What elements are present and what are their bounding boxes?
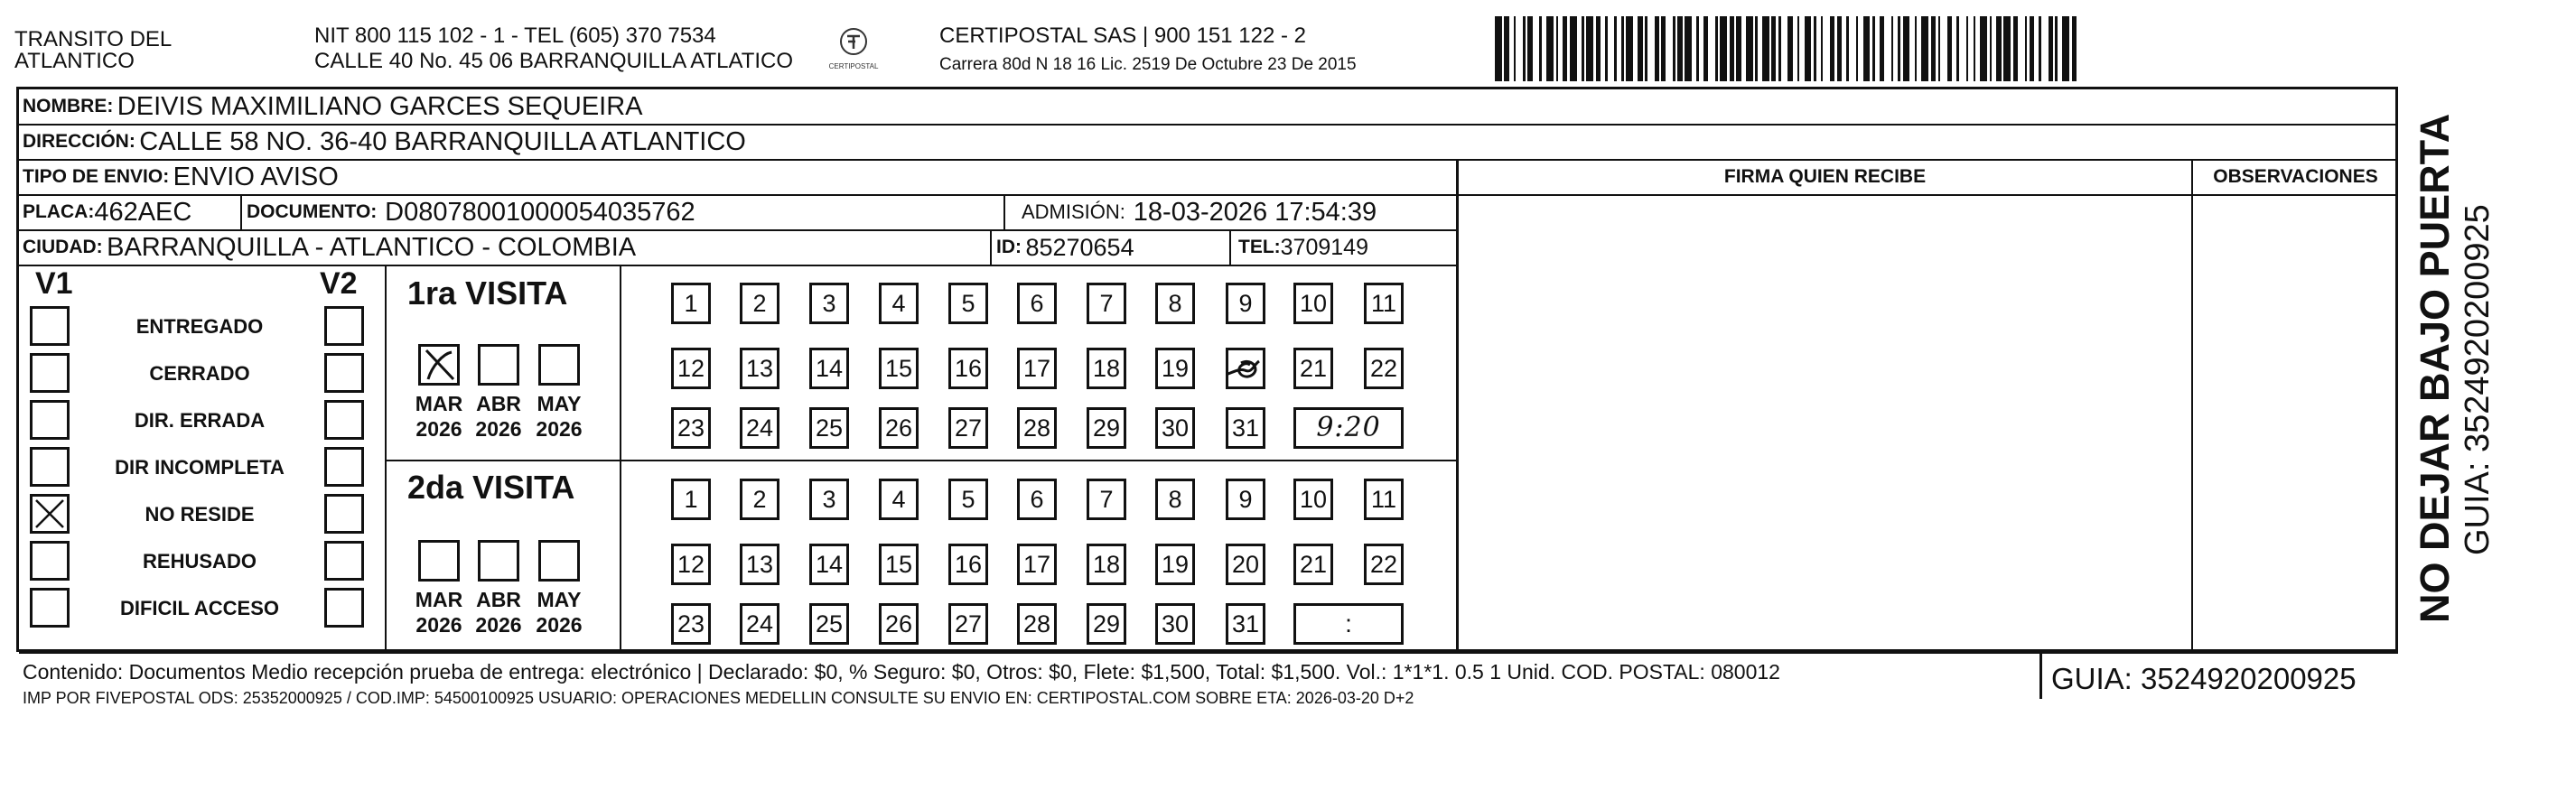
placa-label: PLACA: [23,201,95,222]
day-box[interactable]: 9 [1226,283,1265,324]
day-box[interactable]: 21 [1293,348,1333,389]
org-contact [314,23,793,74]
day-box[interactable]: 25 [809,407,849,449]
org-name-line2: ATLANTICO [14,49,135,73]
v1-checkbox-no-reside[interactable] [30,494,70,534]
month-label: ABR [476,588,521,611]
day-box[interactable] [1226,348,1265,389]
day-box[interactable]: 6 [1017,479,1057,520]
year-label: 2026 [536,613,583,637]
v2-checkbox-cerrado[interactable] [324,353,364,393]
day-box[interactable]: 23 [671,407,711,449]
company-license: Carrera 80d N 18 16 Lic. 2519 De Octubre 23 De 2015 [939,55,1357,74]
day-box[interactable]: 7 [1087,479,1126,520]
first-visit-month-abr-checkbox[interactable] [478,344,519,386]
day-box[interactable]: 18 [1087,348,1126,389]
day-box[interactable]: 14 [809,348,849,389]
month-year-label [409,391,469,442]
direccion-label: DIRECCIÓN: [23,131,135,152]
org-name-line1: TRANSITO DEL [14,27,173,51]
firma-label: FIRMA QUIEN RECIBE [1723,166,1927,187]
day-box[interactable]: 28 [1017,407,1057,449]
day-box[interactable]: 15 [879,348,919,389]
day-box[interactable]: 24 [740,407,779,449]
id-label: ID: [996,237,1022,257]
admision-cell [1022,195,1377,229]
id-cell [996,230,1134,265]
month-label: MAR [415,392,463,415]
day-box[interactable]: 11 [1364,283,1404,324]
tel-value: 3709149 [1280,234,1368,260]
tipo-label: TIPO DE ENVIO: [23,166,170,187]
day-box[interactable]: 11 [1364,479,1404,520]
year-label: 2026 [475,417,522,441]
admision-label: ADMISIÓN: [1022,200,1125,223]
time-colon: : [1345,610,1352,637]
day-box[interactable]: 18 [1087,544,1126,585]
day-box[interactable]: 13 [740,544,779,585]
second-visit-month-may-checkbox[interactable] [538,540,580,582]
day-box[interactable]: 1 [671,283,711,324]
day-box[interactable]: 26 [879,603,919,645]
day-box[interactable]: 29 [1087,603,1126,645]
day-box[interactable]: 28 [1017,603,1057,645]
month-year-label [529,587,589,637]
day-box[interactable]: 16 [948,348,988,389]
day-box[interactable]: 24 [740,603,779,645]
day-box[interactable]: 7 [1087,283,1126,324]
tipo-row [23,160,339,194]
day-box[interactable]: 22 [1364,544,1404,585]
month-label: MAR [415,588,463,611]
first-visit-month-may-checkbox[interactable] [538,344,580,386]
day-box[interactable]: 20 [1226,544,1265,585]
day-box[interactable]: 30 [1155,603,1195,645]
month-label: ABR [476,392,521,415]
placa-cell [23,195,191,229]
footer-imp: IMP POR FIVEPOSTAL ODS: 25352000925 / COD.IMP: 54500100925 USUARIO: OPERACIONES MEDELLIN CONSULTE SU ENVIO EN: CERTIPOSTAL.COM SOBRE ETA: 2026-03-20 D+2 [23,689,1414,707]
status-option-label: ENTREGADO [135,315,264,338]
v1-checkbox-dir-incompleta[interactable] [30,447,70,487]
v2-checkbox-dir-incompleta[interactable] [324,447,364,487]
day-box[interactable]: 12 [671,348,711,389]
day-box[interactable]: 17 [1017,348,1057,389]
month-year-label [529,391,589,442]
v1-checkbox-entregado[interactable] [30,306,70,346]
month-label: MAY [537,588,582,611]
nombre-label: NOMBRE: [23,96,114,116]
day-box[interactable]: 14 [809,544,849,585]
day-box[interactable]: 8 [1155,479,1195,520]
id-value: 85270654 [1025,233,1134,261]
v1-checkbox-dificil-acceso[interactable] [30,588,70,628]
scribble-mark-icon [1228,350,1265,388]
month-year-label [469,391,528,442]
company-info [939,23,1357,78]
day-box[interactable]: 27 [948,407,988,449]
direccion-value: CALLE 58 NO. 36-40 BARRANQUILLA ATLANTICO [139,126,746,156]
day-box[interactable]: 2 [740,283,779,324]
status-option-label: DIFICIL ACCESO [119,597,279,619]
day-box[interactable]: 19 [1155,544,1195,585]
ciudad-label: CIUDAD: [23,237,103,257]
org-nit: NIT 800 115 102 - 1 - TEL (605) 370 7534 [314,23,716,48]
footer-contenido: Contenido: Documentos Medio recepción prueba de entrega: electrónico | Declarado: $0, % Seguro: $0, Otros: $0, Flete: $1,500, Total: $1,500. Vol.: 1*1*1. 0.5 1 Unid. COD. POSTAL: 080012 [23,660,1780,684]
status-option-label: CERRADO [149,362,250,385]
day-box[interactable]: 6 [1017,283,1057,324]
tel-cell [1238,230,1368,265]
day-box[interactable]: 12 [671,544,711,585]
direccion-row [23,125,746,159]
day-box[interactable]: 21 [1293,544,1333,585]
month-year-label [409,587,469,637]
month-label: MAY [537,392,582,415]
certipostal-logo [817,25,890,74]
day-box[interactable]: 5 [948,283,988,324]
tel-label: TEL: [1238,237,1281,257]
v1-checkbox-cerrado[interactable] [30,353,70,393]
delivery-form [16,87,2398,707]
tipo-value: ENVIO AVISO [173,162,339,191]
day-box[interactable]: 13 [740,348,779,389]
day-box[interactable]: 29 [1087,407,1126,449]
day-box[interactable]: 16 [948,544,988,585]
day-box[interactable]: 10 [1293,283,1333,324]
day-box[interactable]: 2 [740,479,779,520]
org-address: CALLE 40 No. 45 06 BARRANQUILLA ATLATICO [314,49,794,73]
v2-checkbox-no-reside[interactable] [324,494,364,534]
company-name: CERTIPOSTAL SAS | 900 151 122 - 2 [939,23,1306,48]
handwritten-time: 9:20 [1316,412,1381,443]
day-box[interactable]: 31 [1226,603,1265,645]
footer-guia: GUIA: 3524920200925 [2051,662,2357,695]
day-box[interactable]: 9 [1226,479,1265,520]
v2-checkbox-rehusado[interactable] [324,541,364,581]
day-box[interactable]: 5 [948,479,988,520]
day-box[interactable]: 3 [809,479,849,520]
year-label: 2026 [415,417,462,441]
day-box[interactable]: 22 [1364,348,1404,389]
day-box[interactable]: 3 [809,283,849,324]
admision-value: 18-03-2026 17:54:39 [1133,197,1377,227]
day-box[interactable]: 25 [809,603,849,645]
day-box[interactable]: 4 [879,283,919,324]
check-mark-icon [421,347,459,385]
placa-value: 462AEC [94,197,192,227]
v1-checkbox-dir-errada[interactable] [30,400,70,440]
status-option-label: NO RESIDE [145,503,255,526]
no-dejar-bajo-puerta: NO DEJAR BAJO PUERTA [2412,113,2458,623]
ciudad-cell [23,230,636,265]
second-visit-month-mar-checkbox[interactable] [418,540,460,582]
day-box[interactable]: 10 [1293,479,1333,520]
first-visit-month-mar-checkbox[interactable] [418,344,460,386]
day-box[interactable]: 8 [1155,283,1195,324]
status-option-label: REHUSADO [143,550,257,572]
day-box[interactable]: 23 [671,603,711,645]
day-box[interactable]: 15 [879,544,919,585]
day-box[interactable]: 1 [671,479,711,520]
year-label: 2026 [475,613,522,637]
second-visit-title: 2da VISITA [407,469,575,506]
day-box[interactable]: 4 [879,479,919,520]
day-box[interactable]: 26 [879,407,919,449]
second-visit-time-box[interactable] [1293,603,1404,645]
v1-header: V1 [35,266,73,301]
second-visit-month-abr-checkbox[interactable] [478,540,519,582]
year-label: 2026 [536,417,583,441]
v1-checkbox-rehusado[interactable] [30,541,70,581]
month-year-label [469,587,528,637]
status-option-label: DIR INCOMPLETA [115,456,285,479]
day-box[interactable]: 27 [948,603,988,645]
barcode [1495,16,2398,81]
day-box[interactable]: 30 [1155,407,1195,449]
day-box[interactable]: 17 [1017,544,1057,585]
v2-checkbox-dificil-acceso[interactable] [324,588,364,628]
v2-header: V2 [320,266,358,301]
nombre-value: DEIVIS MAXIMILIANO GARCES SEQUEIRA [117,91,643,121]
documento-value: D08078001000054035762 [385,197,695,227]
v2-checkbox-dir-errada[interactable] [324,400,364,440]
org-name [14,27,172,74]
nombre-row [23,89,643,124]
first-visit-title: 1ra VISITA [407,275,568,312]
status-option-label: DIR. ERRADA [134,409,266,432]
side-guia: GUIA: 3524920200925 [2459,204,2497,555]
first-visit-time-box[interactable] [1293,407,1404,449]
svg-text:CERTIPOSTAL: CERTIPOSTAL [828,62,879,70]
day-box[interactable]: 31 [1226,407,1265,449]
v2-checkbox-entregado[interactable] [324,306,364,346]
observaciones-label: OBSERVACIONES [2213,166,2378,187]
check-mark-icon [33,497,67,531]
year-label: 2026 [415,613,462,637]
documento-label: DOCUMENTO: [247,201,378,222]
ciudad-value: BARRANQUILLA - ATLANTICO - COLOMBIA [107,232,637,262]
documento-cell [247,195,695,229]
day-box[interactable]: 19 [1155,348,1195,389]
